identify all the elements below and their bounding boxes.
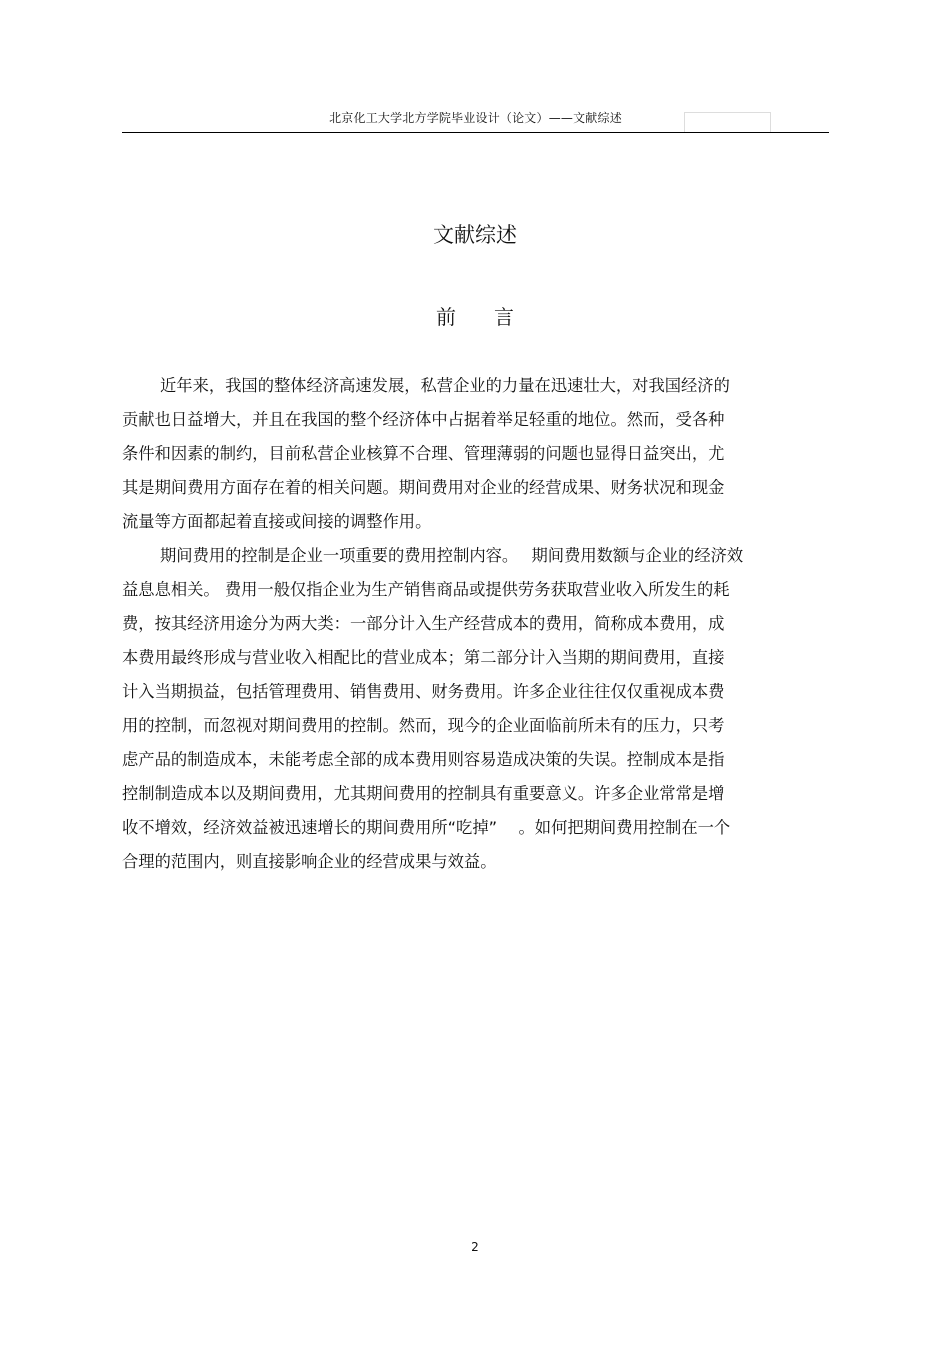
text-line: 费，按其经济用途分为两大类：一部分计入生产经营成本的费用，简称成本费用，成 — [122, 614, 725, 633]
text-line: 近年来，我国的整体经济高速发展，私营企业的力量在迅速壮大，对我国经济的 — [160, 376, 730, 395]
document-title: 文献综述 — [433, 223, 517, 247]
text-line: 贡献也日益增大，并且在我国的整个经济体中占据着举足轻重的地位。然而，受各种 — [122, 410, 725, 429]
page-header — [122, 108, 829, 133]
text-line: 其是期间费用方面存在着的相关问题。期间费用对企业的经营成果、财务状况和现金 — [122, 478, 725, 497]
header-text: 北京化工大学北方学院毕业设计（论文）——文献综述 — [329, 111, 622, 125]
section-title: 前言 — [436, 305, 552, 329]
text-line: 控制制造成本以及期间费用，尤其期间费用的控制具有重要意义。许多企业常常是增 — [122, 784, 725, 803]
text-line: 虑产品的制造成本，未能考虑全部的成本费用则容易造成决策的失误。控制成本是指 — [122, 750, 725, 769]
text-line: 流量等方面都起着直接或间接的调整作用。 — [122, 512, 432, 531]
text-line: 期间费用的控制是企业一项重要的费用控制内容。 期间费用数额与企业的经济效 — [160, 546, 744, 565]
page-number: 2 — [471, 1240, 479, 1254]
text-line: 合理的范围内，则直接影响企业的经营成果与效益。 — [122, 852, 497, 871]
text-line: 本费用最终形成与营业收入相配比的营业成本；第二部分计入当期的期间费用，直接 — [122, 648, 725, 667]
text-line: 条件和因素的制约，目前私营企业核算不合理、管理薄弱的问题也显得日益突出，尤 — [122, 444, 725, 463]
text-line: 计入当期损益，包括管理费用、销售费用、财务费用。许多企业往往仅仅重视成本费 — [122, 682, 725, 701]
text-line: 用的控制，而忽视对期间费用的控制。然而，现今的企业面临前所未有的压力，只考 — [122, 716, 725, 735]
text-line: 收不增效，经济效益被迅速增长的期间费用所“吃掉” 。如何把期间费用控制在一个 — [122, 818, 731, 837]
header-field-mark — [684, 112, 771, 132]
text-line: 益息息相关。 费用一般仅指企业为生产销售商品或提供劳务获取营业收入所发生的耗 — [122, 580, 730, 599]
body-text — [122, 373, 822, 883]
